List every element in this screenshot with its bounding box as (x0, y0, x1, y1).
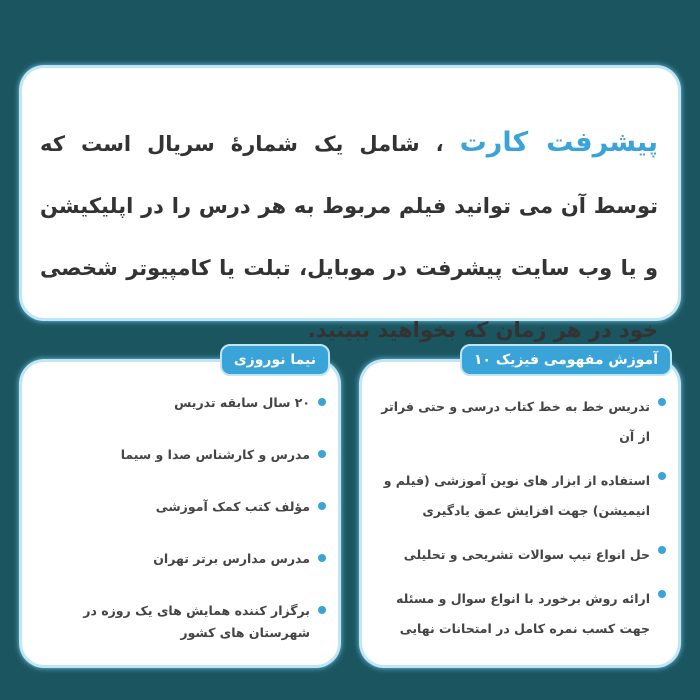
course-card (362, 352, 678, 665)
bullet-icon (318, 502, 326, 510)
list-item: استفاده از ابزار های نوین آموزشی (فیلم و انیمیشن) جهت افزایش عمق یادگیری (372, 466, 668, 526)
list-item: برگزار کننده همایش های یک روزه در شهرستان های کشور (32, 600, 328, 644)
list-item: مؤلف کتب کمک آموزشی (32, 496, 328, 518)
intro-text: ، شامل یک شمارهٔ سریال است که توسط آن می توانید فیلم مربوط به هر درس را در اپلیکیشن و یا وب سایت پیشرفت در موبایل، تبلت یا کامپیوتر شخصی خود در هر زمان که بخواهید ببینید. (40, 132, 658, 342)
teacher-card (22, 352, 338, 665)
bullet-icon (658, 546, 666, 554)
intro-highlight: پیشرفت کارت (459, 127, 658, 158)
bullet-icon (318, 398, 326, 406)
bullet-icon (658, 472, 666, 480)
list-item: حل انواع تیپ سوالات تشریحی و تحلیلی (372, 540, 668, 570)
list-item: ارائه روش برخورد با انواع سوال و مسئله جهت کسب نمره کامل در امتحانات نهایی (372, 584, 668, 644)
list-item: مدرس مدارس برتر تهران (32, 548, 328, 570)
list-item: مدرس و کارشناس صدا و سیما (32, 444, 328, 466)
list-item: ۲۰ سال سابقه تدریس (32, 392, 328, 414)
teacher-list (32, 392, 328, 674)
course-list (372, 392, 668, 658)
bullet-icon (658, 398, 666, 406)
bullet-icon (318, 450, 326, 458)
bullet-icon (318, 606, 326, 614)
list-item: تدریس خط به خط کتاب درسی و حتی فراتر از آن (372, 392, 668, 452)
bullet-icon (658, 590, 666, 598)
course-title-badge: آموزش مفهومی فیزیک ۱۰ (460, 344, 672, 376)
intro-paragraph (40, 112, 658, 361)
intro-card (22, 68, 678, 342)
teacher-name-badge: نیما نوروزی (220, 344, 330, 376)
bullet-icon (318, 554, 326, 562)
